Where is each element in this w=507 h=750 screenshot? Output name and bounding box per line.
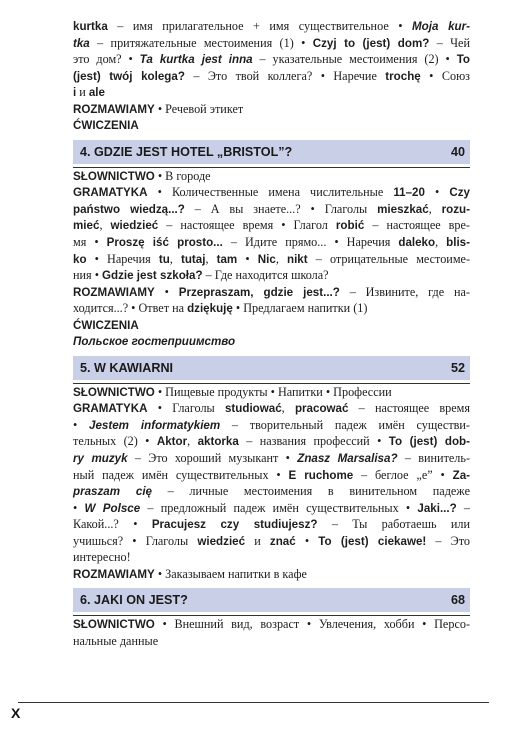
term-text: ry muzyk <box>73 452 128 466</box>
term-text: E ruchome <box>288 468 354 482</box>
description-text: – беглое „е” • <box>353 467 453 482</box>
text-line <box>73 616 470 633</box>
intro-block <box>73 18 470 134</box>
text-line <box>73 184 470 201</box>
text-line <box>73 68 470 85</box>
term-text: wiedzieć <box>197 534 246 548</box>
description-text: и <box>76 85 89 100</box>
term-text: praszam cię <box>73 485 152 499</box>
description-text: – винитель- <box>397 451 471 466</box>
section-6-content <box>73 616 470 649</box>
text-line <box>73 450 470 467</box>
term-text: Czy <box>449 186 470 200</box>
text-line <box>73 483 470 500</box>
description-text: – личные местоимения в винительном падеже <box>151 484 470 499</box>
term-text: SŁOWNICTWO <box>73 385 155 399</box>
description-text: – Это хороший музыкант • <box>127 451 298 466</box>
text-line <box>73 384 470 401</box>
term-text: ale <box>88 86 105 100</box>
description-text: – отрицательные местоиме- <box>307 251 471 266</box>
description-text: , <box>275 251 287 266</box>
term-text: wiedzieć <box>110 219 159 233</box>
description-text: • <box>237 251 258 266</box>
description-text: – Это <box>426 533 470 548</box>
description-text: • Союз <box>420 68 471 83</box>
description-text: учишься? • Глаголы <box>73 533 198 548</box>
section-4-content <box>73 168 470 350</box>
term-text: pracować <box>294 402 349 416</box>
text-line <box>73 417 470 434</box>
text-line <box>73 117 470 134</box>
term-text: Czyj to (jest) dom? <box>312 36 430 50</box>
term-text: ROZMAWIAMY <box>73 102 155 116</box>
term-text: GRAMATYKA <box>73 186 148 200</box>
description-text: – Чей <box>429 35 470 50</box>
section-title: 4. GDZIE JEST HOTEL „BRISTOL”? <box>80 144 293 159</box>
term-text: Jestem informatykiem <box>89 418 221 432</box>
term-text: Przepraszam, gdzie jest...? <box>178 285 340 299</box>
term-text: Pracujesz czy studiujesz? <box>151 518 318 532</box>
text-line <box>73 516 470 533</box>
term-text: Gdzie jest szkoła? <box>102 269 203 283</box>
section-page-number: 40 <box>450 144 465 159</box>
term-text: ROZMAWIAMY <box>73 567 155 581</box>
section-title: 5. W KAWIARNI <box>80 360 174 375</box>
term-text: i <box>73 86 77 100</box>
description-text: • <box>295 533 319 548</box>
text-line <box>73 18 470 35</box>
term-text: ĆWICZENIA <box>73 119 139 133</box>
term-text: SŁOWNICTWO <box>73 618 155 632</box>
description-text: • <box>73 417 90 432</box>
description-text: – Идите прямо... • Наречия <box>222 235 399 250</box>
text-line <box>73 284 470 301</box>
description-text: , <box>428 201 442 216</box>
description-text: – Извините, где на- <box>339 284 470 299</box>
text-line <box>73 317 470 334</box>
description-text: мя • <box>73 235 107 250</box>
section-title: 6. JAKI ON JEST? <box>80 593 188 608</box>
section-header-5[interactable] <box>73 356 470 380</box>
description-text: , <box>435 235 447 250</box>
term-text: znać <box>269 534 296 548</box>
term-text: dziękuję <box>187 302 233 316</box>
text-line <box>73 35 470 52</box>
description-text: тельных (2) • <box>73 434 157 449</box>
description-text: • В городе <box>154 168 211 183</box>
term-text: (jest) twój kolega? <box>73 69 185 83</box>
section-page-number: 52 <box>450 360 465 375</box>
term-text: ĆWICZENIA <box>73 318 139 332</box>
term-text: aktorka <box>197 435 239 449</box>
text-line <box>73 549 470 566</box>
description-text: , <box>281 401 295 416</box>
text-line <box>73 84 470 101</box>
description-text: – А вы знаете...? • Глаголы <box>184 201 378 216</box>
description-text: • Речевой этикет <box>154 101 244 116</box>
description-text: • <box>73 500 85 515</box>
term-text: tka <box>73 36 90 50</box>
term-text: To <box>456 53 471 67</box>
description-text: • Количественные имена числительные <box>147 185 394 200</box>
text-line <box>73 201 470 218</box>
text-line <box>73 633 470 650</box>
section-page-number: 68 <box>450 593 465 608</box>
description-text: ния • <box>73 268 103 283</box>
description-text: ходится...? • Ответ на <box>73 301 188 316</box>
description-text: • Пищевые продукты • Напитки • Профессии <box>154 384 392 399</box>
term-text: rozu- <box>441 202 470 216</box>
term-text: Znasz Marsalisa? <box>297 452 398 466</box>
term-text: ROZMAWIAMY <box>73 285 155 299</box>
text-line <box>73 267 470 284</box>
term-text: tutaj <box>180 252 206 266</box>
term-text: Jaki...? <box>417 501 457 515</box>
description-text: – <box>456 500 471 515</box>
text-line <box>73 533 470 550</box>
term-text: Польское гостеприимство <box>73 335 236 349</box>
term-text: blis- <box>446 236 470 250</box>
description-text: – имя прилагательное + имя существительное • <box>107 19 412 33</box>
description-text: – Ты работаешь или <box>317 517 470 532</box>
term-text: ko <box>73 252 87 266</box>
term-text: Nic <box>257 252 276 266</box>
footer-rule <box>18 702 489 703</box>
text-line <box>73 400 470 417</box>
description-text: – предложный падеж имён существительных • <box>140 500 418 515</box>
term-text: Ta kurtka jest inna <box>139 53 253 67</box>
term-text: nikt <box>286 252 308 266</box>
term-text: mieć <box>73 219 100 233</box>
description-text: интересно! <box>73 550 131 565</box>
description-text: ный падеж имён существительных • <box>73 467 289 482</box>
table-of-contents-page <box>73 18 470 650</box>
description-text: это дом? • <box>73 52 140 67</box>
description-text: • Внешний вид, возраст • Увлечения, хобби • Персо- <box>154 617 470 632</box>
term-text: Za- <box>452 468 470 482</box>
description-text: – Это твой коллега? • Наречие <box>184 68 386 83</box>
text-line <box>73 217 470 234</box>
term-text: Aktor <box>156 435 188 449</box>
description-text: – указательные местоимения (2) • <box>252 52 457 67</box>
description-text: • Заказываем напитки в кафе <box>154 566 307 581</box>
term-text: Proszę iść prosto... <box>106 236 223 250</box>
text-line <box>73 333 470 350</box>
section-5-content <box>73 384 470 583</box>
description-text: – Где находится школа? <box>202 268 329 283</box>
section-header-6[interactable] <box>73 588 470 612</box>
text-line <box>73 433 470 450</box>
page-number: X <box>11 705 21 721</box>
description-text: • Предлагаем напитки (1) <box>232 301 368 316</box>
description-text: , <box>187 434 198 449</box>
description-text: • Глаголы <box>147 401 225 416</box>
term-text: kurtka <box>73 20 108 33</box>
description-text: и <box>245 533 270 548</box>
term-text: 11–20 <box>393 186 425 200</box>
term-text: tu <box>158 252 170 266</box>
description-text: – названия профессий • <box>238 434 389 449</box>
text-line <box>73 251 470 268</box>
term-text: Moja kur- <box>412 20 470 33</box>
term-text: trochę <box>385 69 421 83</box>
description-text: • <box>154 284 179 299</box>
section-header-4[interactable] <box>73 140 470 164</box>
text-line <box>73 51 470 68</box>
term-text: mieszkać <box>377 202 429 216</box>
term-text: państwo wiedzą...? <box>73 202 185 216</box>
description-text: – настоящее вре- <box>364 218 470 233</box>
text-line <box>73 234 470 251</box>
description-text: – настоящее время • Глагол <box>158 218 336 233</box>
text-line <box>73 300 470 317</box>
description-text: , <box>99 218 111 233</box>
description-text: – настоящее время <box>348 401 470 416</box>
term-text: To (jest) ciekawe! <box>318 534 427 548</box>
description-text: – притяжательные местоимения (1) • <box>89 35 313 50</box>
term-text: robić <box>335 219 365 233</box>
text-line <box>73 168 470 185</box>
text-line <box>73 500 470 517</box>
description-text: – творительный падеж имён существи- <box>220 417 470 432</box>
description-text: • Наречия <box>86 251 159 266</box>
text-line <box>73 467 470 484</box>
term-text: GRAMATYKA <box>73 402 148 416</box>
term-text: To (jest) dob- <box>388 435 470 449</box>
description-text: • <box>424 185 450 200</box>
term-text: tam <box>216 252 238 266</box>
text-line <box>73 566 470 583</box>
text-line <box>73 101 470 118</box>
term-text: SŁOWNICTWO <box>73 169 155 183</box>
description-text: нальные данные <box>73 633 159 648</box>
term-text: W Polsce <box>84 501 141 515</box>
description-text: Какой...? • <box>73 517 152 532</box>
description-text: , <box>205 251 217 266</box>
description-text: , <box>169 251 181 266</box>
term-text: daleko <box>398 236 436 250</box>
term-text: studiować <box>224 402 282 416</box>
